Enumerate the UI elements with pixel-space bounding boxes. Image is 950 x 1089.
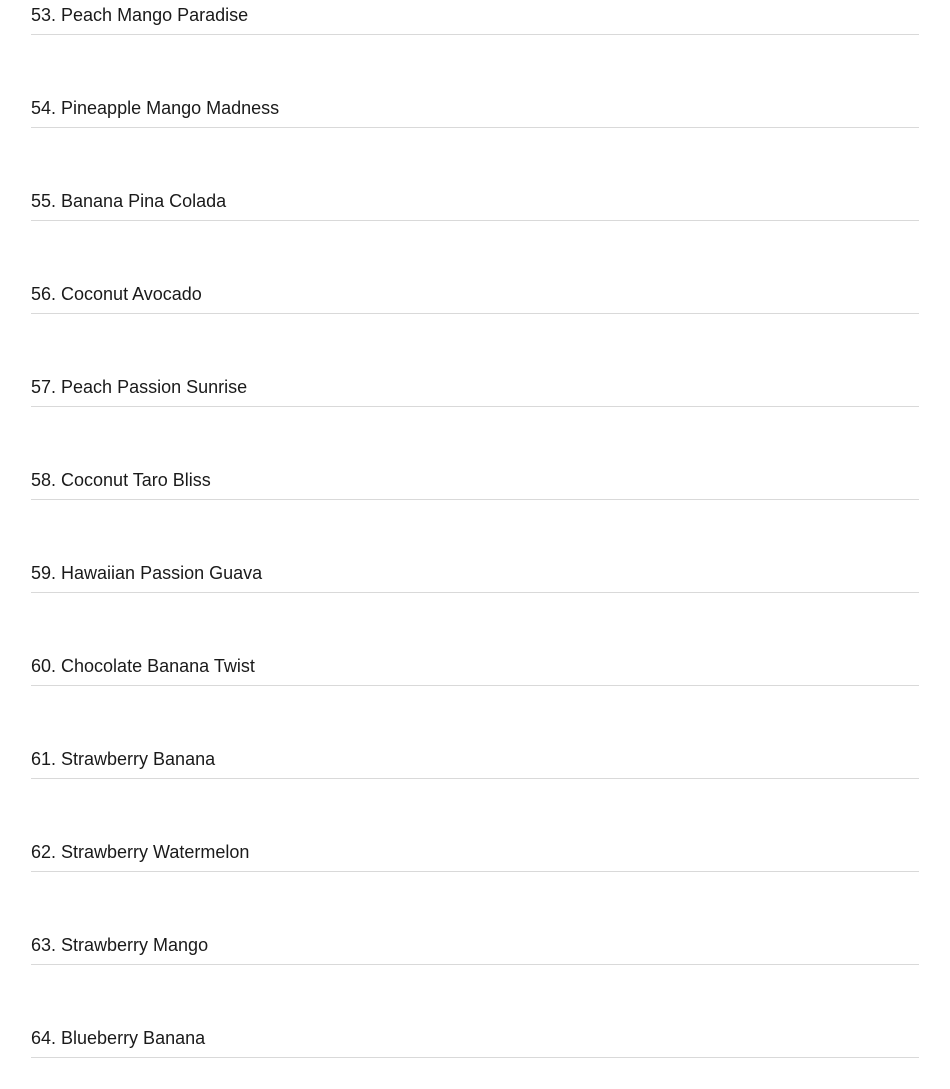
list-item — [31, 35, 919, 128]
list-item — [31, 686, 919, 779]
list-item — [31, 128, 919, 221]
list-item-label: 57. Peach Passion Sunrise — [31, 377, 248, 397]
list-item — [31, 0, 919, 35]
list-item-label: 56. Coconut Avocado — [31, 284, 202, 304]
list-item — [31, 779, 919, 872]
list-item — [31, 221, 919, 314]
list-item-label: 59. Hawaiian Passion Guava — [31, 563, 263, 583]
list-item — [31, 872, 919, 965]
list-item — [31, 314, 919, 407]
list-item — [31, 500, 919, 593]
list-item-label: 54. Pineapple Mango Madness — [31, 98, 280, 118]
list-item-label: 64. Blueberry Banana — [31, 1028, 206, 1048]
list-item-label: 53. Peach Mango Paradise — [31, 5, 249, 25]
list-item — [31, 407, 919, 500]
list-item-label: 61. Strawberry Banana — [31, 749, 216, 769]
list-item-label: 58. Coconut Taro Bliss — [31, 470, 211, 490]
list-item-label: 60. Chocolate Banana Twist — [31, 656, 255, 676]
list-item — [31, 593, 919, 686]
smoothie-list — [31, 0, 919, 1058]
list-item-label: 55. Banana Pina Colada — [31, 191, 227, 211]
list-item — [31, 965, 919, 1058]
list-item-label: 62. Strawberry Watermelon — [31, 842, 250, 862]
list-item-label: 63. Strawberry Mango — [31, 935, 209, 955]
